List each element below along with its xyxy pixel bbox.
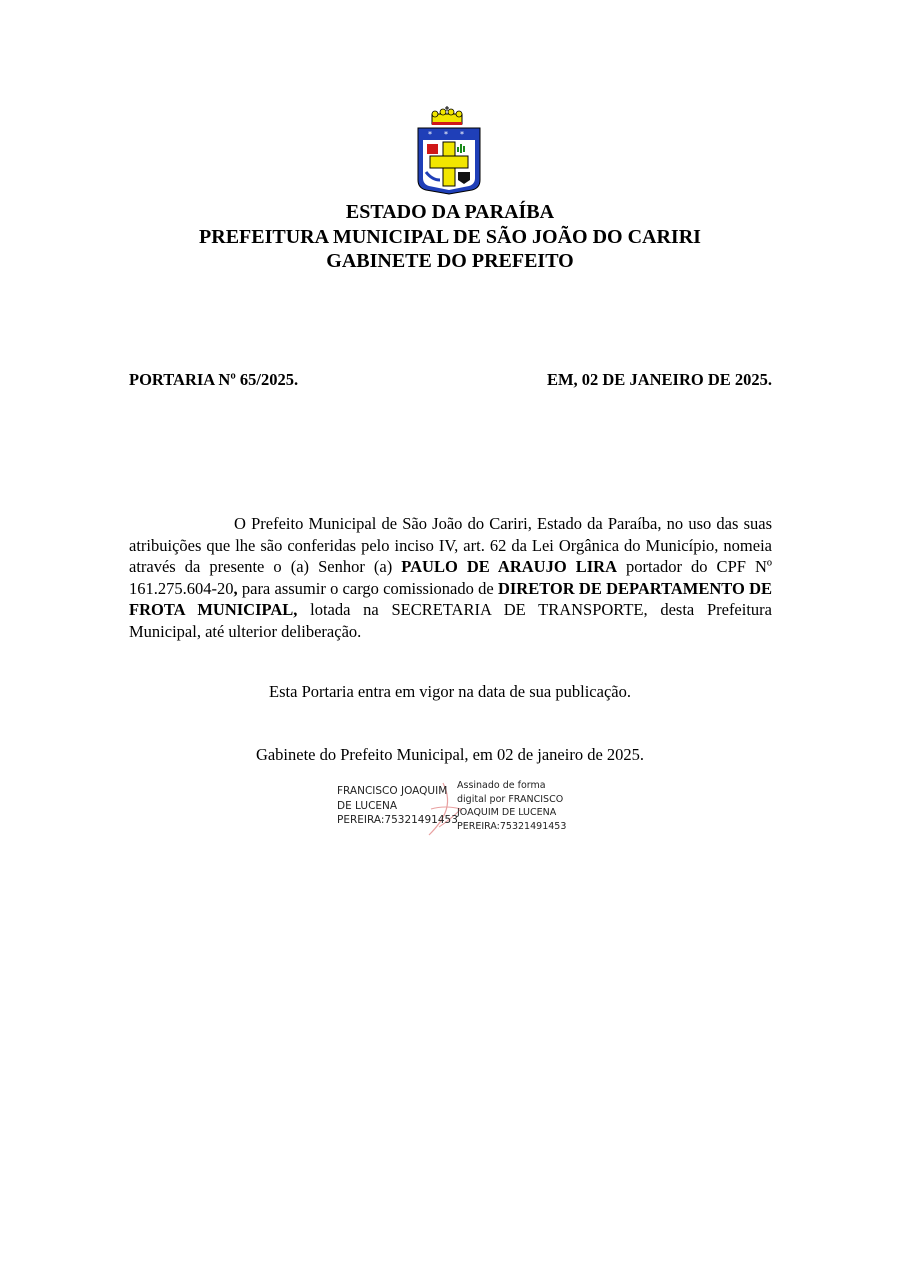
body-paragraph xyxy=(129,513,772,642)
signature-info-line: digital por FRANCISCO xyxy=(457,793,564,805)
signer-name-line: PEREIRA:75321491453 xyxy=(337,814,458,826)
appointed-position: DIRETOR DE DEPARTAMENTO DE FROTA MUNICIPAL, xyxy=(129,578,772,619)
header-state: ESTADO DA PARAÍBA xyxy=(345,201,555,223)
portaria-body xyxy=(129,513,772,642)
portaria-date: EM, 02 DE JANEIRO DE 2025. xyxy=(546,370,772,389)
svg-text:*: * xyxy=(428,130,432,139)
header-office: GABINETE DO PREFEITO xyxy=(326,250,574,272)
signer-name-line: FRANCISCO JOAQUIM xyxy=(337,785,448,797)
digital-signature xyxy=(337,779,597,839)
municipal-coat-of-arms-icon xyxy=(414,106,484,198)
signature-info-line: JOAQUIM DE LUCENA xyxy=(457,807,557,818)
closing-statement: Gabinete do Prefeito Municipal, em 02 de janeiro de 2025. xyxy=(255,745,645,764)
document-header xyxy=(0,200,900,274)
body-comma: , xyxy=(233,578,238,598)
body-text-part: O Prefeito Municipal de São João do Cariri, Estado da Paraíba, no uso das suas atribuições que lhe são conferidas pelo inciso IV, art. 62 da Lei Orgânica do Município, nomeia através da presente o (a) Senhor (a) xyxy=(129,514,772,576)
signer-name xyxy=(337,784,458,828)
signature-info xyxy=(457,779,566,833)
appointee-name: PAULO DE ARAUJO LIRA xyxy=(401,557,617,576)
signature-info-line: PEREIRA:75321491453 xyxy=(457,820,567,832)
body-text-part: lotada na SECRETARIA DE TRANSPORTE, desta Prefeitura Municipal, até ulterior deliberação. xyxy=(129,600,772,641)
svg-text:*: * xyxy=(460,130,464,139)
vigor-statement: Esta Portaria entra em vigor na data de sua publicação. xyxy=(269,682,631,701)
svg-text:*: * xyxy=(444,130,448,139)
body-text-part: para assumir o cargo comissionado de xyxy=(237,578,498,598)
body-cpf: portador do CPF Nº 161.275.604-20 xyxy=(129,557,773,598)
signature-info-line: Assinado de forma xyxy=(457,780,546,791)
portaria-number: PORTARIA Nº 65/2025. xyxy=(129,370,299,389)
signer-name-line: DE LUCENA xyxy=(337,799,398,812)
header-municipality: PREFEITURA MUNICIPAL DE SÃO JOÃO DO CARIRI xyxy=(199,225,701,248)
